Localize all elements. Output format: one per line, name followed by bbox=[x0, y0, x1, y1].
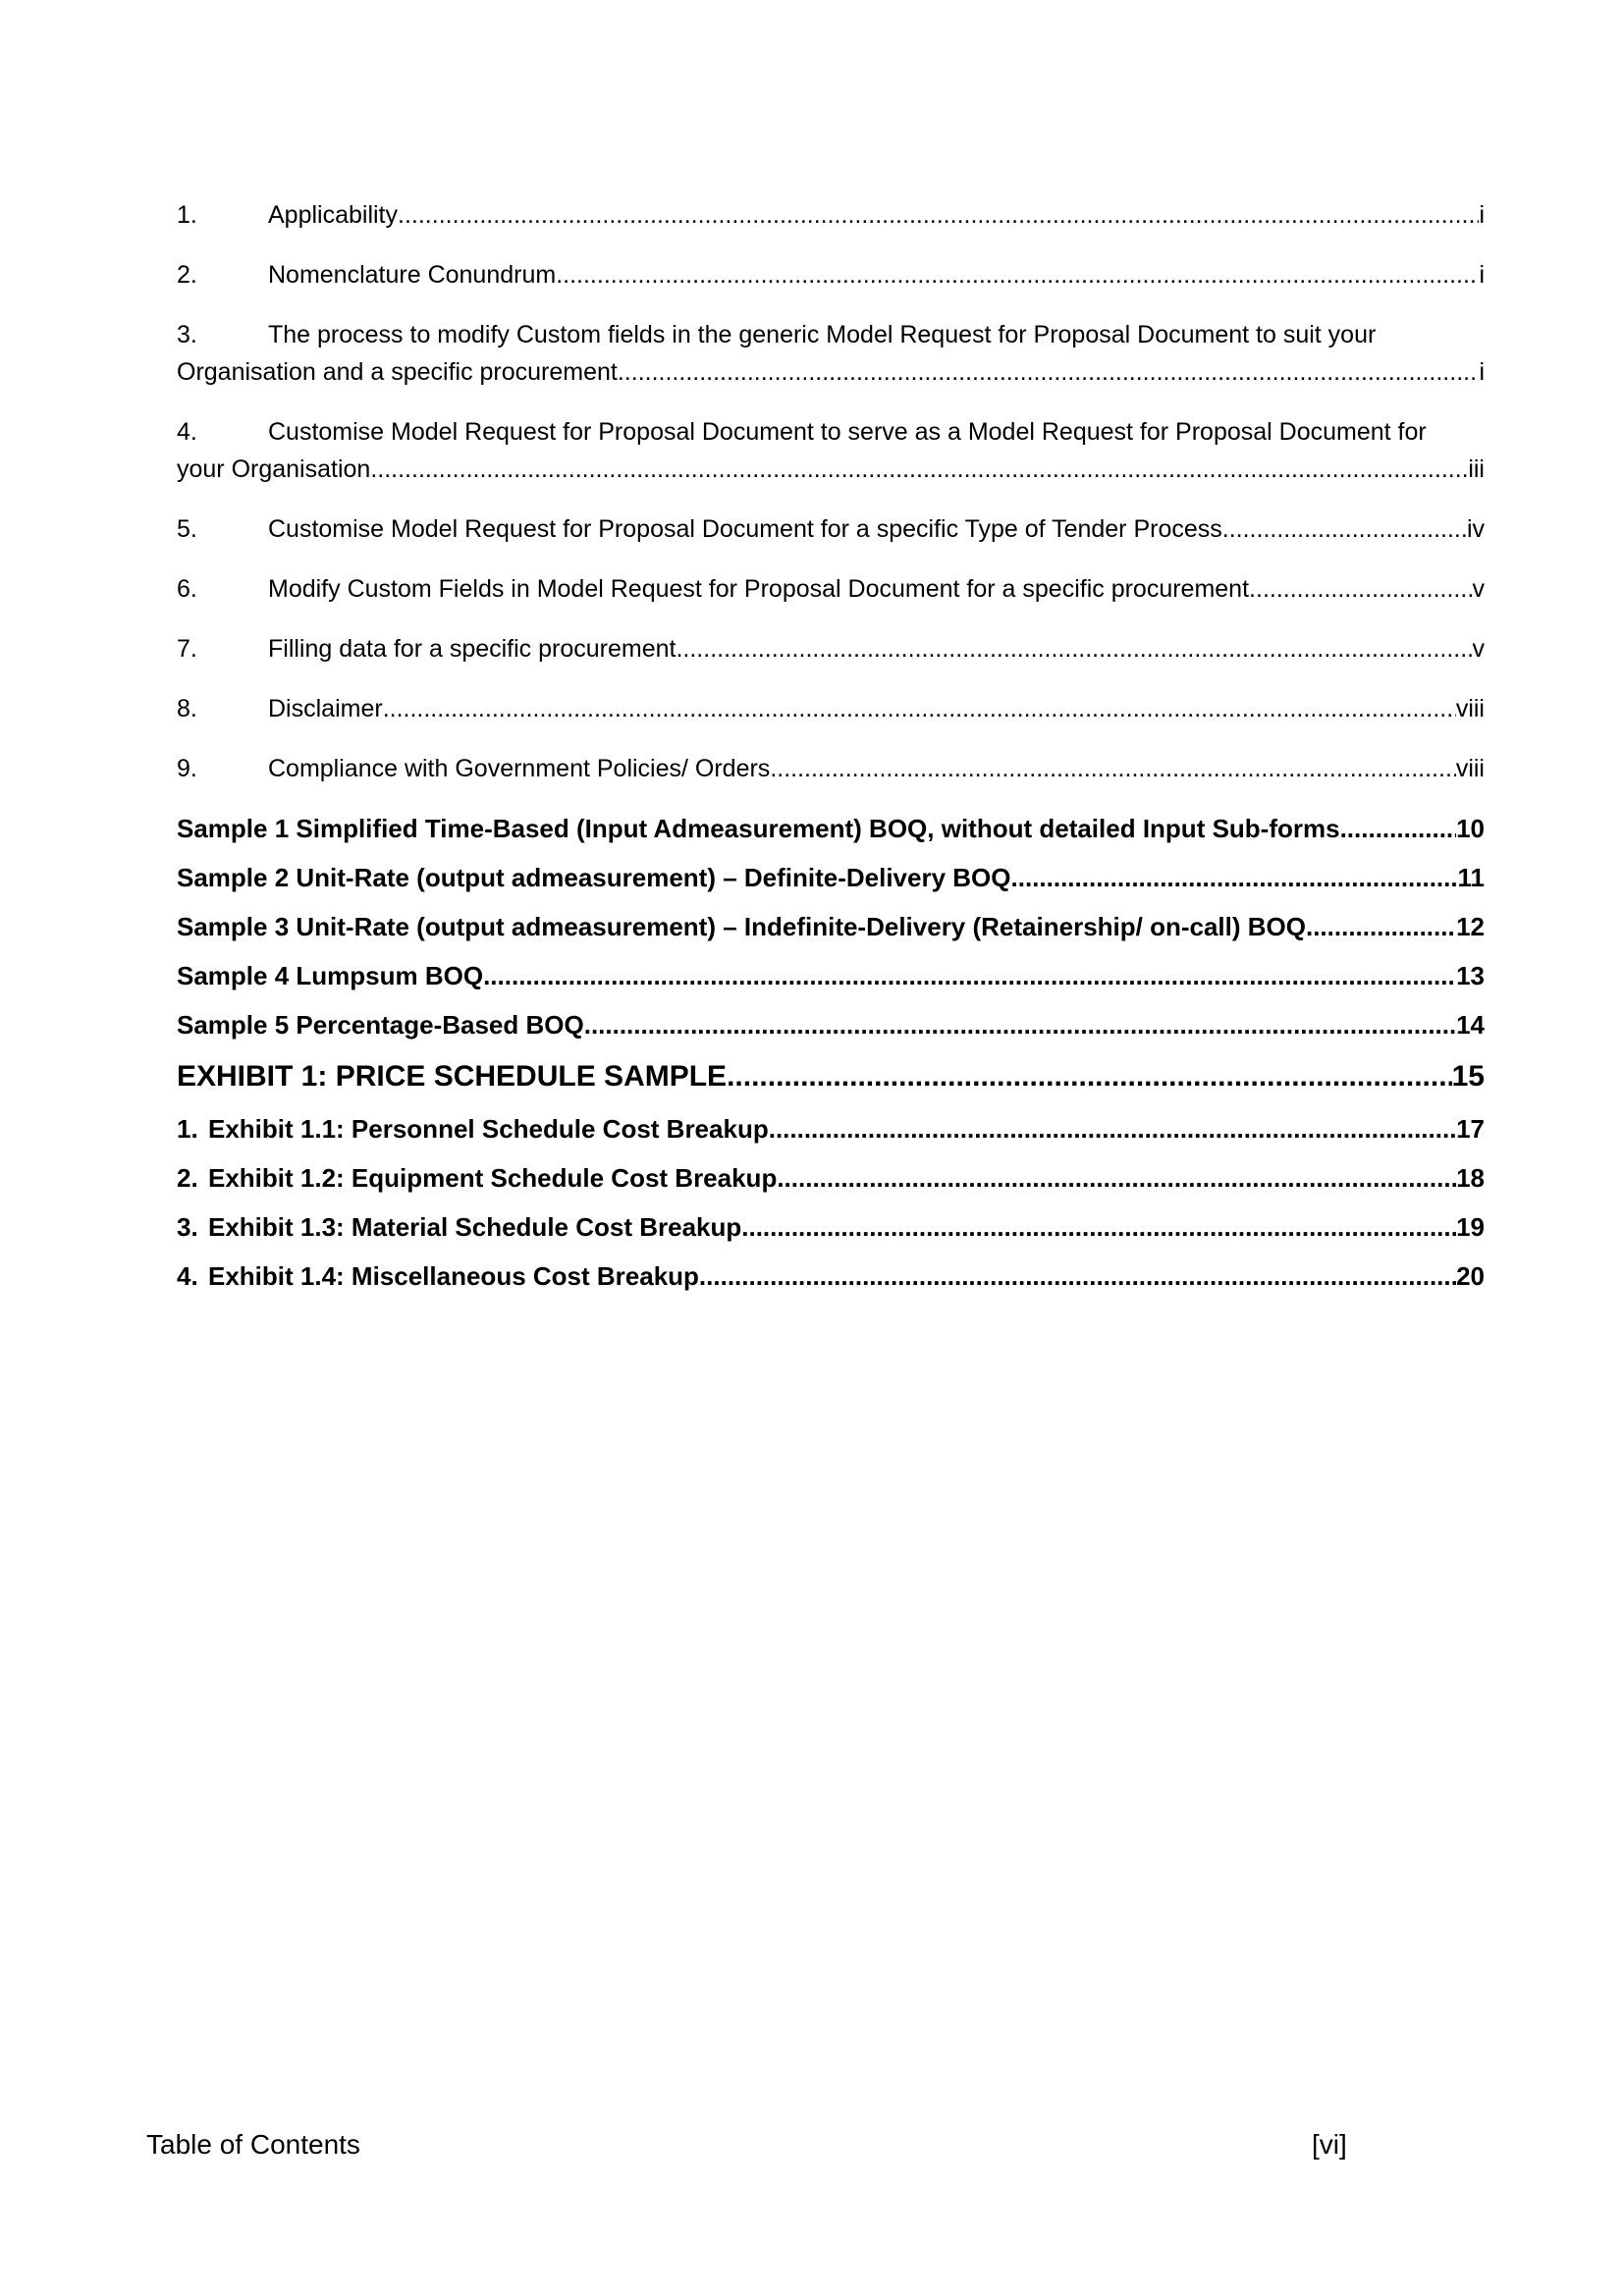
toc-entry-number: 4. bbox=[177, 418, 197, 446]
toc-entry[interactable] bbox=[177, 1055, 1485, 1098]
toc-entry-number: 3. bbox=[177, 321, 197, 348]
dot-leader bbox=[398, 196, 1479, 234]
toc-entry-line bbox=[177, 1159, 1485, 1197]
toc-entry[interactable] bbox=[177, 413, 1485, 488]
toc-page-number: 17 bbox=[1456, 1114, 1485, 1144]
dot-leader bbox=[676, 630, 1472, 667]
toc-entry-line bbox=[177, 957, 1485, 994]
toc-entry[interactable] bbox=[177, 316, 1485, 391]
toc-page-number: 14 bbox=[1456, 1010, 1485, 1040]
toc-entry-title: your Organisation bbox=[177, 455, 371, 483]
toc-entry-title: Sample 2 Unit-Rate (output admeasurement) – Definite-Delivery BOQ bbox=[177, 863, 1011, 892]
toc-entry-line bbox=[177, 859, 1485, 896]
dot-leader bbox=[556, 256, 1479, 294]
toc-entry-line bbox=[177, 1055, 1485, 1098]
toc-page-number: iii bbox=[1468, 455, 1485, 483]
toc-entry[interactable] bbox=[177, 859, 1485, 896]
toc-page-number: viii bbox=[1455, 755, 1485, 782]
toc-entry-title: Customise Model Request for Proposal Document for a specific Type of Tender Process bbox=[268, 515, 1222, 543]
toc-entry-line bbox=[177, 256, 1485, 294]
toc-page-number: iv bbox=[1466, 515, 1485, 543]
toc-entry-title: Disclaimer bbox=[268, 695, 383, 722]
toc-entry-line bbox=[177, 570, 1485, 608]
toc-page-number: 11 bbox=[1457, 863, 1485, 892]
dot-leader bbox=[1306, 908, 1456, 945]
toc-entry[interactable] bbox=[177, 510, 1485, 548]
toc-page-number: viii bbox=[1455, 695, 1485, 722]
toc-entry-title: Sample 3 Unit-Rate (output admeasurement) – Indefinite-Delivery (Retainership/ on-call) BOQ bbox=[177, 912, 1306, 941]
toc-entry-line bbox=[177, 196, 1485, 234]
toc-entry-line bbox=[177, 316, 1485, 353]
toc-entry-number: 7. bbox=[177, 635, 197, 663]
toc-entry-line bbox=[177, 413, 1485, 451]
toc-page-number: i bbox=[1479, 261, 1485, 289]
dot-leader bbox=[699, 1257, 1456, 1295]
toc-entry-number: 1. bbox=[177, 1114, 198, 1144]
toc-entry-line bbox=[177, 908, 1485, 945]
footer-section-title: Table of Contents bbox=[146, 2129, 360, 2160]
toc-entry[interactable] bbox=[177, 750, 1485, 787]
toc-entry-line bbox=[177, 1006, 1485, 1043]
toc-entry-number: 9. bbox=[177, 755, 197, 782]
toc-entry-title: Sample 5 Percentage-Based BOQ bbox=[177, 1010, 584, 1040]
toc-entry-line bbox=[177, 1208, 1485, 1246]
toc-page-number: v bbox=[1472, 635, 1485, 663]
toc-entry-title: Exhibit 1.1: Personnel Schedule Cost Breakup bbox=[208, 1114, 769, 1144]
dot-leader bbox=[1011, 859, 1458, 896]
toc-entry[interactable] bbox=[177, 1257, 1485, 1295]
toc-page-number: i bbox=[1479, 358, 1485, 386]
toc-entry-number: 2. bbox=[177, 1163, 198, 1193]
toc-entry[interactable] bbox=[177, 810, 1485, 847]
toc-entry-line bbox=[177, 810, 1485, 847]
toc-page-number: 20 bbox=[1456, 1261, 1485, 1291]
toc-entry-title: Filling data for a specific procurement bbox=[268, 635, 677, 663]
toc-entry[interactable] bbox=[177, 690, 1485, 727]
toc-entry-line bbox=[177, 510, 1485, 548]
toc-entry-title: Nomenclature Conundrum bbox=[268, 261, 557, 289]
toc-entry-line bbox=[177, 630, 1485, 667]
toc-entry[interactable] bbox=[177, 256, 1485, 294]
toc-entry-number: 6. bbox=[177, 575, 197, 603]
toc-entry[interactable] bbox=[177, 570, 1485, 608]
dot-leader bbox=[1222, 510, 1467, 548]
toc-entry-number: 3. bbox=[177, 1212, 198, 1242]
dot-leader bbox=[1340, 810, 1457, 847]
toc-entry-title: Exhibit 1.2: Equipment Schedule Cost Breakup bbox=[208, 1163, 778, 1193]
toc-entry-title: Exhibit 1.4: Miscellaneous Cost Breakup bbox=[208, 1261, 699, 1291]
dot-leader bbox=[769, 1110, 1456, 1148]
toc-entry-title: Applicability bbox=[268, 201, 399, 229]
toc-page-number: 18 bbox=[1456, 1163, 1485, 1193]
toc-entry-number: 8. bbox=[177, 695, 197, 722]
toc-entry-title: The process to modify Custom fields in the generic Model Request for Proposal Document to suit your bbox=[268, 321, 1377, 348]
dot-leader bbox=[370, 451, 1468, 488]
toc-entry-title: Customise Model Request for Proposal Document to serve as a Model Request for Proposal Document for bbox=[268, 418, 1427, 446]
toc-page-number: 12 bbox=[1456, 912, 1485, 941]
toc-entry-line bbox=[177, 690, 1485, 727]
dot-leader bbox=[584, 1006, 1456, 1043]
toc-entry-line bbox=[177, 1257, 1485, 1295]
toc-entry-title: Modify Custom Fields in Model Request for Proposal Document for a specific procurement bbox=[268, 575, 1250, 603]
toc-entry[interactable] bbox=[177, 1006, 1485, 1043]
toc-page-number: 13 bbox=[1456, 961, 1485, 990]
toc-page-number: i bbox=[1479, 201, 1485, 229]
dot-leader bbox=[618, 353, 1480, 391]
toc-entry[interactable] bbox=[177, 1159, 1485, 1197]
toc-entry-title: EXHIBIT 1: PRICE SCHEDULE SAMPLE bbox=[177, 1060, 728, 1093]
toc-entry-line bbox=[177, 451, 1485, 488]
toc-page-number: 10 bbox=[1456, 814, 1485, 843]
dot-leader bbox=[383, 690, 1456, 727]
toc-entry-line bbox=[177, 750, 1485, 787]
toc-page-number: 19 bbox=[1456, 1212, 1485, 1242]
toc-entry-title: Sample 1 Simplified Time-Based (Input Admeasurement) BOQ, without detailed Input Sub-forms bbox=[177, 814, 1340, 843]
toc-entry-line bbox=[177, 353, 1485, 391]
toc-entry[interactable] bbox=[177, 1110, 1485, 1148]
toc-entry-line bbox=[177, 1110, 1485, 1148]
toc-page-number: v bbox=[1472, 575, 1485, 603]
dot-leader bbox=[770, 750, 1456, 787]
toc-entry-number: 1. bbox=[177, 201, 197, 229]
toc-entry-number: 4. bbox=[177, 1261, 198, 1291]
toc-entry-title: Organisation and a specific procurement bbox=[177, 358, 618, 386]
toc-entry[interactable] bbox=[177, 630, 1485, 667]
toc-entry-title: Sample 4 Lumpsum BOQ bbox=[177, 961, 484, 990]
dot-leader bbox=[483, 957, 1456, 994]
toc-page-number: 15 bbox=[1451, 1060, 1485, 1093]
dot-leader bbox=[1249, 570, 1472, 608]
footer-page-number: [vi] bbox=[1312, 2129, 1347, 2160]
toc-entry[interactable] bbox=[177, 1208, 1485, 1246]
dot-leader bbox=[777, 1159, 1456, 1197]
toc-entry-title: Compliance with Government Policies/ Orders bbox=[268, 755, 771, 782]
toc-entry[interactable] bbox=[177, 196, 1485, 234]
toc-list bbox=[177, 196, 1485, 1307]
toc-entry[interactable] bbox=[177, 908, 1485, 945]
toc-entry-number: 5. bbox=[177, 515, 197, 543]
toc-entry[interactable] bbox=[177, 957, 1485, 994]
dot-leader bbox=[741, 1208, 1456, 1246]
toc-entry-number: 2. bbox=[177, 261, 197, 289]
toc-entry-title: Exhibit 1.3: Material Schedule Cost Breakup bbox=[208, 1212, 742, 1242]
dot-leader bbox=[727, 1055, 1452, 1098]
